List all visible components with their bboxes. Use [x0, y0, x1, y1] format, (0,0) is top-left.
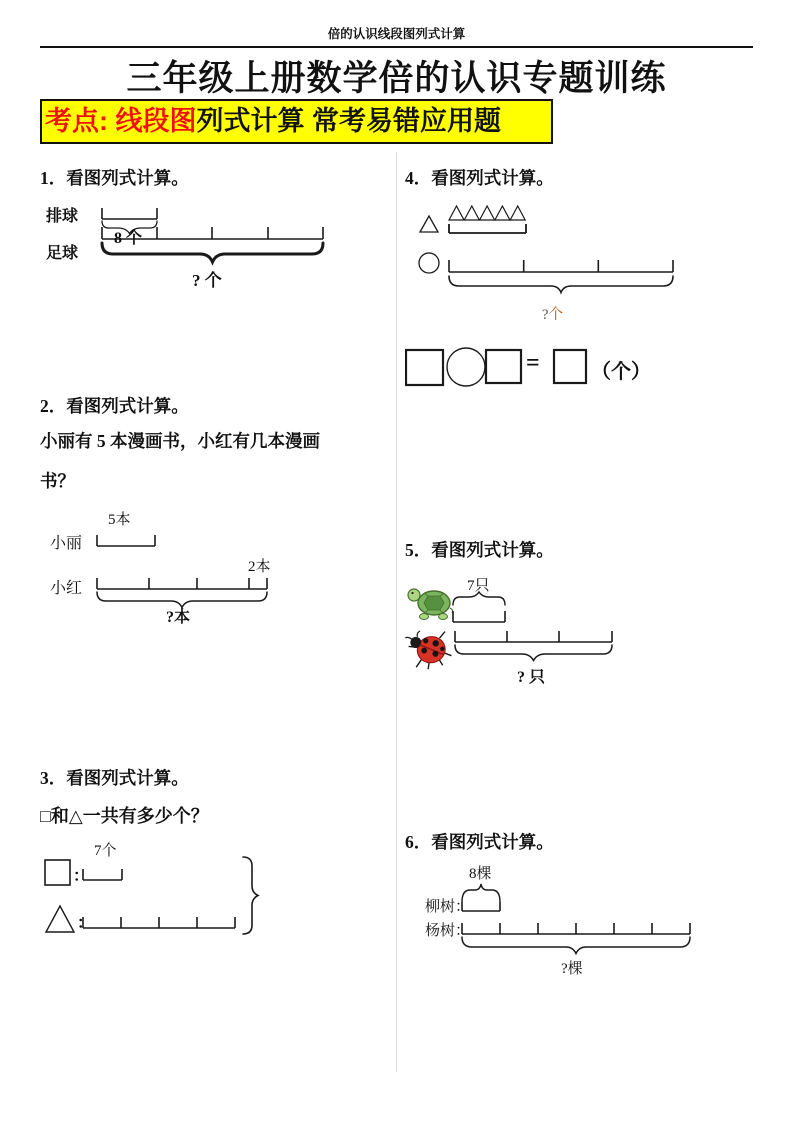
triangle-row-symbol [420, 216, 438, 232]
xiaoli-segment-line [97, 535, 155, 546]
problem-5-diagram [405, 568, 665, 693]
circle-segment-line [449, 260, 673, 272]
poplar-under-brace [462, 937, 690, 954]
volleyball-label: 排球 [46, 208, 79, 225]
poplar-segment-line [462, 923, 690, 934]
problem-4-heading: 4．看图列式计算。 [405, 168, 554, 188]
five-triangles-group [449, 206, 525, 220]
ladybug-question-label: ? 只 [517, 669, 546, 686]
ladybug-under-brace [455, 645, 612, 661]
answer-box-1 [406, 350, 443, 385]
problem-3-diagram [40, 838, 275, 946]
turtle-segment-line [453, 611, 505, 622]
question-mark: ? [542, 307, 549, 323]
problem-3-diagram-lines [40, 838, 275, 946]
volleyball-count-label: 8 个 [114, 230, 143, 247]
square-colon: ： [73, 868, 90, 885]
soccer-question-label: ? 个 [192, 271, 222, 290]
topic-banner [40, 99, 553, 144]
problem-6-diagram-lines [405, 858, 705, 978]
soccer-label: 足球 [46, 245, 79, 262]
problem-2-text-line1: 小丽有 5 本漫画书，小红有几本漫画 [40, 431, 320, 451]
xiaoli-label: 小丽 [50, 535, 83, 552]
poplar-question-label: ?棵 [561, 961, 583, 977]
xiaohong-label: 小红 [50, 580, 83, 597]
answer-box-2 [486, 350, 521, 383]
circle-question-label [542, 303, 563, 324]
problem-6-diagram [405, 858, 705, 978]
header-rule [40, 46, 753, 48]
answer-circle [447, 348, 485, 386]
willow-label: 柳树： [425, 899, 471, 915]
ladybug-icon [405, 625, 453, 673]
xiaohong-segment-line [97, 578, 267, 589]
triangle-segment-line [83, 917, 235, 928]
page-header-title: 倍的认识线段图列式计算 [327, 27, 466, 41]
problem-4-diagram-lines [405, 200, 705, 395]
problem-2-diagram-lines [40, 503, 350, 623]
xiaohong-question-label: ?本 [166, 609, 191, 626]
ladybug-segment-line [455, 631, 612, 642]
problem-5-heading: 5．看图列式计算。 [405, 540, 554, 560]
willow-count-label: 8棵 [469, 866, 492, 882]
triangle-colon: ： [77, 915, 94, 932]
total-right-brace [243, 857, 258, 934]
square-symbol [45, 860, 70, 885]
problem-6-heading: 6．看图列式计算。 [405, 832, 554, 852]
xiaoli-count-label: 5本 [108, 512, 131, 528]
answer-unit-label: （个） [591, 361, 651, 383]
equals-sign: = [526, 350, 540, 376]
problem-2-heading: 2．看图列式计算。 [40, 396, 189, 416]
square-count-label: 7个 [94, 843, 117, 859]
volleyball-segment-line [102, 208, 157, 219]
turtle-icon [408, 589, 453, 620]
problem-3-question: □和△一共有多少个？ [40, 806, 209, 826]
column-divider [396, 152, 397, 1072]
banner-rest-text: 列式计算 常考易错应用题 [196, 106, 502, 136]
problem-4-diagram [405, 200, 705, 395]
triangle-group-bracket [449, 224, 526, 233]
turtle-count-label: 7只 [467, 578, 490, 594]
answer-box-3 [554, 350, 586, 383]
problem-2-diagram [40, 503, 350, 626]
unit-char: 个 [548, 307, 563, 323]
triangle-symbol [46, 906, 74, 932]
problem-3-heading: 3．看图列式计算。 [40, 768, 189, 788]
problem-1-diagram [40, 200, 350, 295]
extra-count-label: 2本 [248, 559, 271, 575]
circle-row-symbol [419, 253, 439, 273]
poplar-label: 杨树： [425, 923, 471, 939]
problem-2-text-line2: 书？ [40, 471, 75, 491]
circle-under-brace [449, 276, 673, 293]
banner-highlight-text: 考点: 线段图 [45, 106, 197, 136]
page-title: 三年级上册数学倍的认识专题训练 [126, 59, 667, 98]
problem-1-heading: 1．看图列式计算。 [40, 168, 189, 188]
